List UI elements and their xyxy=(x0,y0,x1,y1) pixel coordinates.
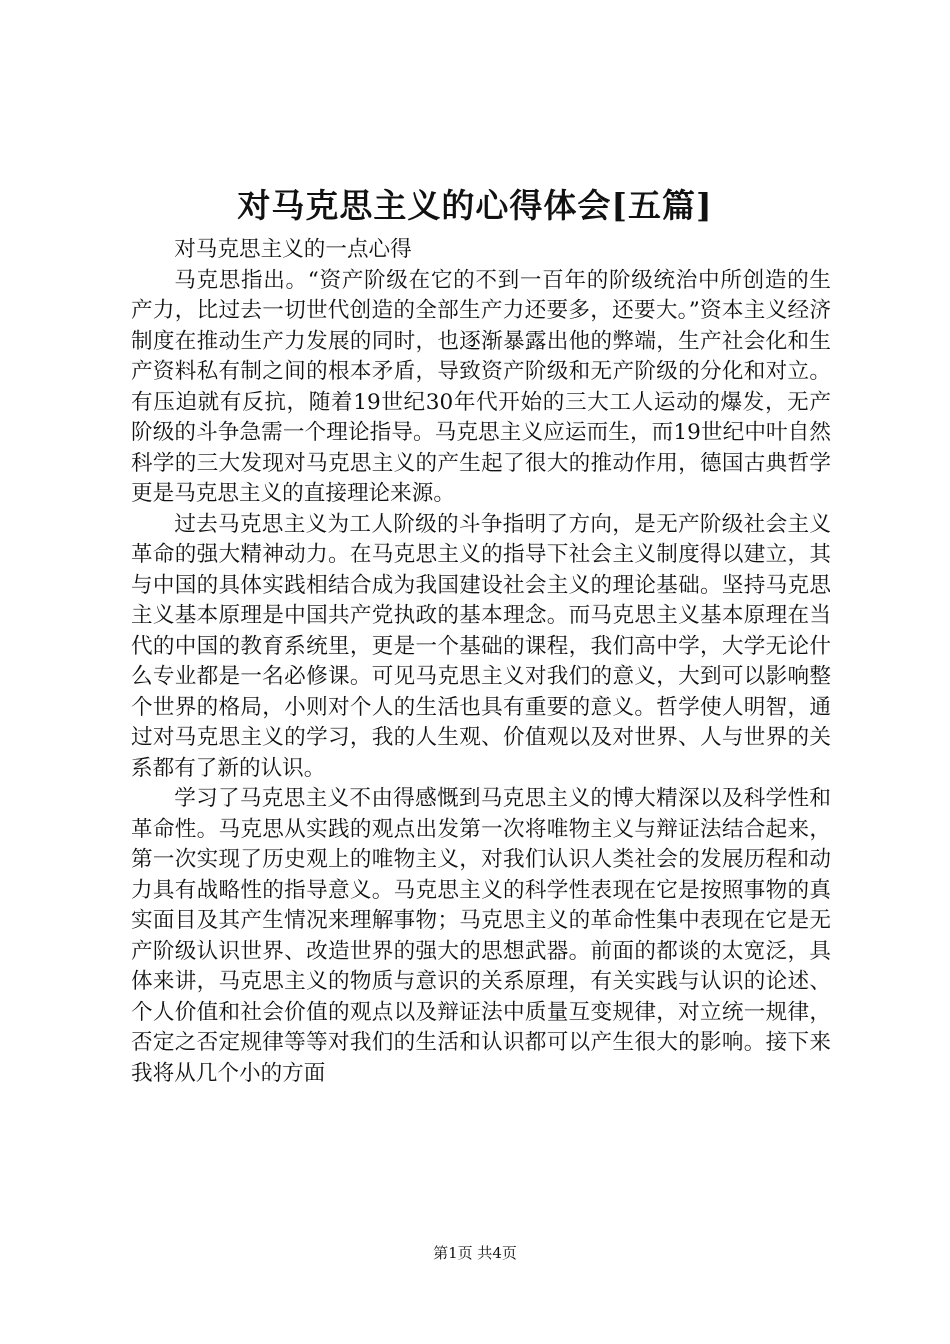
page-number-footer: 第1页 共4页 xyxy=(433,1244,517,1262)
document-title: 对马克思主义的心得体会[五篇] xyxy=(237,186,713,225)
document-body xyxy=(131,235,831,1089)
body-paragraph: 马克思指出。“资产阶级在它的不到一百年的阶级统治中所创造的生产力，比过去一切世代创造的全部生产力还要多，还要大。”资本主义经济制度在推动生产力发展的同时，也逐渐暴露出他的弊端，生产社会化和生产资料私有制之间的根本矛盾，导致资产阶级和无产阶级的分化和对立。有压迫就有反抗，随着19世纪30年代开始的三大工人运动的爆发，无产阶级的斗争急需一个理论指导。马克思主义应运而生，而19世纪中叶自然科学的三大发现对马克思主义的产生起了很大的推动作用，德国古典哲学更是马克思主义的直接理论来源。 xyxy=(131,267,831,506)
body-paragraph: 学习了马克思主义不由得感慨到马克思主义的博大精深以及科学性和革命性。马克思从实践的观点出发第一次将唯物主义与辩证法结合起来，第一次实现了历史观上的唯物主义，对我们认识人类社会的发展历程和动力具有战略性的指导意义。马克思主义的科学性表现在它是按照事物的真实面目及其产生情况来理解事物；马克思主义的革命性集中表现在它是无产阶级认识世界、改造世界的强大的思想武器。前面的都谈的太宽泛，具体来讲，马克思主义的物质与意识的关系原理，有关实践与认识的论述、个人价值和社会价值的观点以及辩证法中质量互变规律，对立统一规律，否定之否定规律等等对我们的生活和认识都可以产生很大的影响。接下来我将从几个小的方面 xyxy=(131,786,831,1086)
section-subheading: 对马克思主义的一点心得 xyxy=(174,237,412,262)
body-paragraph: 过去马克思主义为工人阶级的斗争指明了方向，是无产阶级社会主义革命的强大精神动力。在马克思主义的指导下社会主义制度得以建立，其与中国的具体实践相结合成为我国建设社会主义的理论基础。坚持马克思主义基本原理是中国共产党执政的基本理念。而马克思主义基本原理在当代的中国的教育系统里，更是一个基础的课程，我们高中学，大学无论什么专业都是一名必修课。可见马克思主义对我们的意义，大到可以影响整个世界的格局，小则对个人的生活也具有重要的意义。哲学使人明智，通过对马克思主义的学习，我的人生观、价值观以及对世界、人与世界的关系都有了新的认识。 xyxy=(131,511,831,781)
